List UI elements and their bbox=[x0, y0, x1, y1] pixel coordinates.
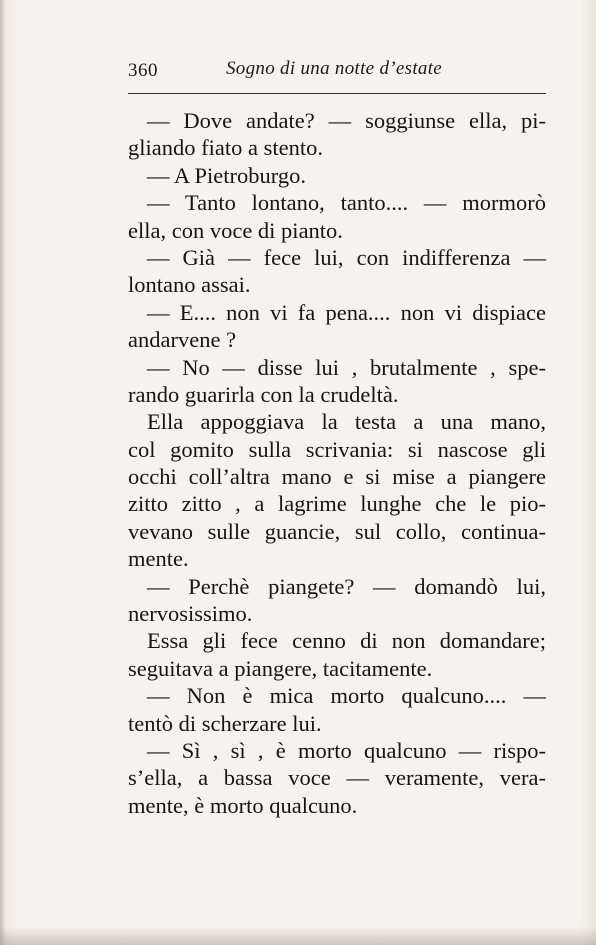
text-line: s’ella, a bassa voce — veramente, vera- bbox=[128, 765, 546, 791]
text-line: — Già — fece lui, con indifferenza — bbox=[147, 244, 546, 270]
text-line: seguitava a piangere, tacitamente. bbox=[128, 655, 433, 681]
text-line: — Non è mica morto qualcuno.... — bbox=[147, 683, 546, 709]
text-line: zitto zitto , a lagrime lunghe che le pio- bbox=[128, 491, 546, 517]
text-line: nervosissimo. bbox=[128, 601, 253, 627]
page-header bbox=[128, 58, 548, 88]
page-bottom-edge bbox=[0, 927, 596, 945]
text-line: andarvene ? bbox=[128, 327, 237, 353]
text-line: — No — disse lui , brutalmente , spe- bbox=[147, 354, 546, 380]
text-line: tentò di scherzare lui. bbox=[128, 710, 322, 736]
text-line: ella, con voce di pianto. bbox=[128, 217, 343, 243]
page-number: 360 bbox=[128, 60, 158, 81]
text-line: mente, è morto qualcuno. bbox=[128, 792, 358, 818]
text-line: mente. bbox=[128, 546, 189, 572]
text-line: — Perchè piangete? — domandò lui, bbox=[147, 573, 546, 599]
text-line: lontano assai. bbox=[128, 272, 251, 298]
text-line: — Sì , sì , è morto qualcuno — rispo- bbox=[147, 737, 546, 763]
text-line: — Tanto lontano, tanto.... — mormorò bbox=[147, 190, 546, 216]
text-line: Ella appoggiava la testa a una mano, bbox=[147, 409, 546, 435]
text-line: occhi coll’altra mano e si mise a piangere bbox=[128, 464, 546, 490]
text-line: — Dove andate? — soggiunse ella, pi- bbox=[147, 108, 546, 133]
page-gutter-shadow bbox=[0, 0, 6, 945]
text-line: gliando fiato a stento. bbox=[128, 135, 323, 161]
text-line: vevano sulle guancie, sul collo, continua- bbox=[128, 518, 546, 544]
text-line: — A Pietroburgo. bbox=[147, 162, 306, 188]
text-line: — E.... non vi fa pena.... non vi dispiace bbox=[147, 299, 546, 325]
running-title: Sogno di una notte d’estate bbox=[226, 58, 443, 79]
text-line: col gomito sulla scrivania: si nascose gli bbox=[128, 436, 546, 462]
body-text bbox=[128, 107, 546, 819]
text-line: rando guarirla con la crudeltà. bbox=[128, 381, 399, 407]
header-rule bbox=[128, 93, 546, 94]
text-line: Essa gli fece cenno di non domandare; bbox=[147, 628, 546, 654]
